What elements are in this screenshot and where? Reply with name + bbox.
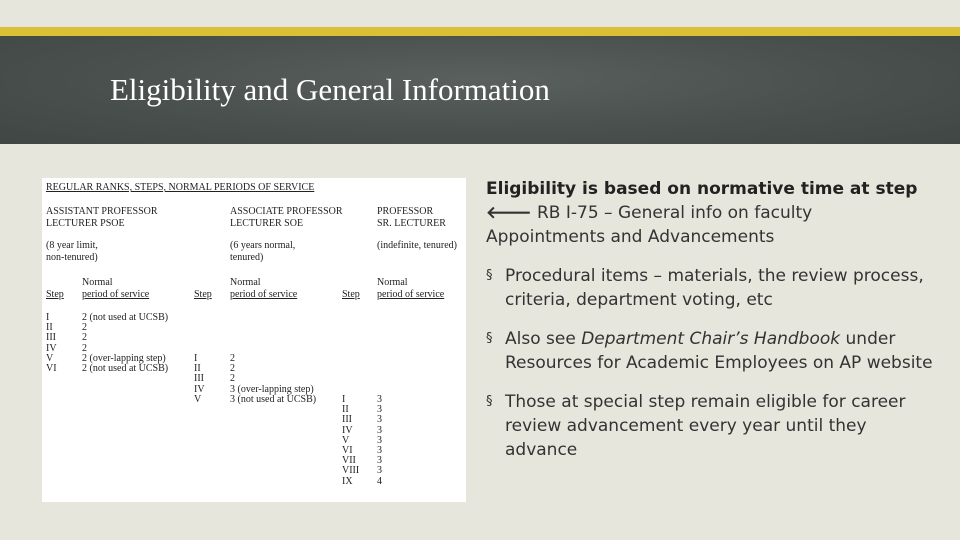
col2-step-label: Step [194,289,212,300]
bullet-icon: § [486,394,493,409]
col1-title2: LECTURER PSOE [46,218,125,229]
assoc-steps: I II III IV V [194,353,205,405]
handbook-title: Department Chair’s Handbook [581,329,841,349]
assoc-periods: 2 2 2 3 (over-lapping step) 3 (not used at UCSB) [230,353,317,405]
ranks-steps-table-image [42,178,466,502]
bullet-icon: § [486,331,493,346]
col3-note1: (indefinite, tenured) [377,240,457,251]
slide-title: Eligibility and General Information [110,72,550,107]
bullet-text-post: under Resources for Academic Employees on AP website [505,329,933,373]
bullet-text: Those at special step remain eligible for career review advancement every year until they advance [505,392,906,460]
bullet-icon: § [486,268,493,283]
intro-bold: Eligibility is based on normative time at step [486,179,918,199]
col1-note2: non-tenured) [46,252,98,263]
col3-title1: PROFESSOR [377,206,434,217]
left-arrow-icon: 🡐 [486,203,532,223]
bullet-special-step [486,390,936,462]
prof-periods: 3 3 3 3 3 3 3 3 4 [377,394,382,487]
col2-title1: ASSOCIATE PROFESSOR [230,206,343,217]
col1-note1: (8 year limit, [46,240,98,251]
bullet-text: Procedural items – materials, the review process, criteria, department voting, etc [505,266,924,310]
col2-title2: LECTURER SOE [230,218,304,229]
prof-steps: I II III IV V VI VII VIII IX [342,394,360,487]
intro-paragraph [486,177,936,249]
bullet-handbook [486,327,936,375]
col3-normal-label: Normal [377,277,408,288]
bullet-text-pre: Also see [505,329,582,349]
asst-steps: I II III IV V VI [46,312,57,375]
col1-period-label: period of service [82,289,150,300]
asst-periods: 2 (not used at UCSB) 2 2 2 2 (over-lapping step) 2 (not used at UCSB) [82,312,169,375]
content-text [486,177,936,462]
col2-normal-label: Normal [230,277,261,288]
col1-normal-label: Normal [82,277,113,288]
col3-period-label: period of service [377,289,445,300]
col3-step-label: Step [342,289,360,300]
bullet-procedural [486,264,936,312]
col1-step-label: Step [46,289,64,300]
col3-title2: SR. LECTURER [377,218,446,229]
col2-note1: (6 years normal, [230,240,296,251]
accent-bar [0,27,960,36]
table-heading: REGULAR RANKS, STEPS, NORMAL PERIODS OF SERVICE [46,182,315,193]
col2-note2: tenured) [230,252,264,263]
col2-period-label: period of service [230,289,298,300]
col1-title1: ASSISTANT PROFESSOR [46,206,158,217]
intro-rest: RB I-75 – General info on faculty Appointments and Advancements [486,203,813,247]
